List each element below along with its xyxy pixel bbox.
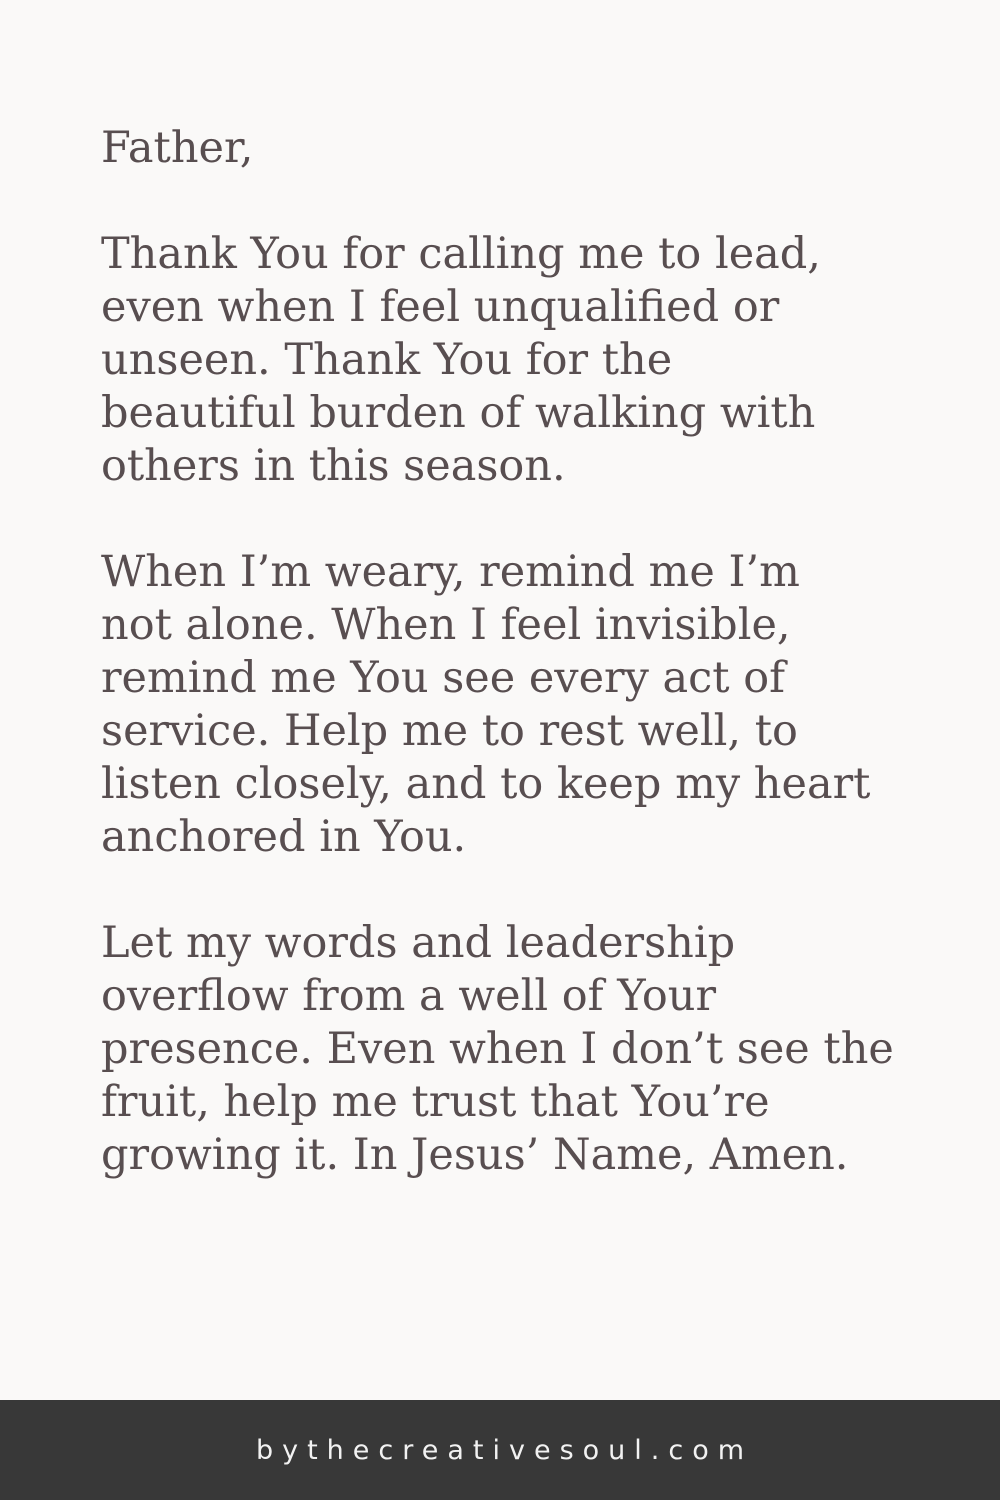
- footer-bar: [0, 1400, 1000, 1500]
- paragraph-3-line-5: growing it. In Jesus’ Name, Amen.: [101, 1130, 849, 1180]
- paragraph-2-line-3: remind me You see every act of: [101, 653, 786, 703]
- prayer-text: [101, 122, 971, 1235]
- paragraph-3-line-2: overflow from a well of Your: [101, 971, 717, 1021]
- paragraph-3-line-3: presence. Even when I don’t see the: [101, 1024, 894, 1074]
- paragraph-2-line-1: When I’m weary, remind me I’m: [101, 547, 800, 597]
- paragraph-2-line-6: anchored in You.: [101, 812, 467, 862]
- paragraph-2-line-4: service. Help me to rest well, to: [101, 706, 798, 756]
- paragraph-1: [101, 228, 971, 493]
- paragraph-3-line-4: fruit, help me trust that You’re: [101, 1077, 770, 1127]
- paragraph-2-line-5: listen closely, and to keep my heart: [101, 759, 871, 809]
- site-url: bythecreativesoul.com: [255, 1434, 754, 1466]
- paragraph-1-line-4: beautiful burden of walking with: [101, 388, 816, 438]
- paragraph-1-line-2: even when I feel unqualified or: [101, 282, 780, 332]
- paragraph-2: [101, 546, 971, 864]
- paragraph-2-line-2: not alone. When I feel invisible,: [101, 600, 791, 650]
- paragraph-3: [101, 917, 971, 1182]
- paragraph-1-line-5: others in this season.: [101, 441, 566, 491]
- paragraph-1-line-3: unseen. Thank You for the: [101, 335, 673, 385]
- salutation-line: Father,: [101, 123, 254, 173]
- salutation: [101, 122, 971, 175]
- paragraph-1-line-1: Thank You for calling me to lead,: [101, 229, 821, 279]
- paragraph-3-line-1: Let my words and leadership: [101, 918, 736, 968]
